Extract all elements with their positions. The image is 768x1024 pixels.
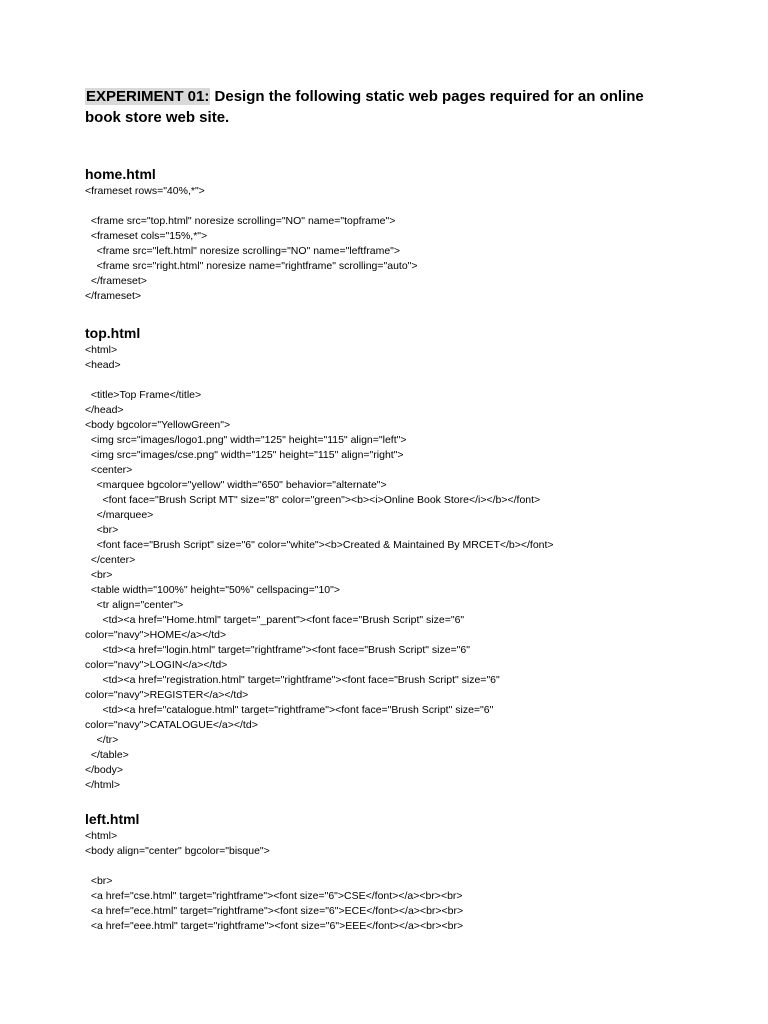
code-line: <center> bbox=[85, 464, 133, 476]
code-line: <a href="cse.html" target="rightframe"><font size="6">CSE</font></a><br><br> bbox=[85, 890, 463, 902]
code-line: <html> bbox=[85, 344, 118, 356]
code-line: color="navy">REGISTER</a></td> bbox=[85, 689, 249, 701]
code-line: <a href="ece.html" target="rightframe"><font size="6">ECE</font></a><br><br> bbox=[85, 905, 464, 917]
code-line: </html> bbox=[85, 779, 121, 791]
code-line: <frame src="top.html" noresize scrolling="NO" name="topframe"> bbox=[85, 215, 396, 227]
experiment-heading bbox=[85, 86, 645, 128]
code-line: <font face="Brush Script" size="6" color="white"><b>Created & Maintained By MRCET</b></font> bbox=[85, 539, 554, 551]
code-block-top-html bbox=[85, 343, 745, 793]
code-line: <body bgcolor="YellowGreen"> bbox=[85, 419, 231, 431]
section-title-left-html: left.html bbox=[85, 811, 140, 827]
code-line bbox=[85, 373, 745, 388]
code-line: <img src="images/logo1.png" width="125" height="115" align="left"> bbox=[85, 434, 407, 446]
code-line: <marquee bgcolor="yellow" width="650" behavior="alternate"> bbox=[85, 479, 387, 491]
code-line: color="navy">HOME</a></td> bbox=[85, 629, 227, 641]
code-line: <a href="eee.html" target="rightframe"><font size="6">EEE</font></a><br><br> bbox=[85, 920, 464, 932]
experiment-label: EXPERIMENT 01: bbox=[86, 88, 210, 105]
code-line bbox=[85, 199, 745, 214]
code-line: </body> bbox=[85, 764, 123, 776]
section-title-home-html: home.html bbox=[85, 166, 156, 182]
code-line: <br> bbox=[85, 875, 113, 887]
code-line: <frameset rows="40%,*"> bbox=[85, 185, 205, 197]
code-line: <tr align="center"> bbox=[85, 599, 184, 611]
code-line: <td><a href="registration.html" target="rightframe"><font face="Brush Script" size="6" bbox=[85, 674, 500, 686]
code-line: </table> bbox=[85, 749, 129, 761]
section-title-top-html: top.html bbox=[85, 325, 141, 341]
code-line: </frameset> bbox=[85, 275, 147, 287]
code-line: <title>Top Frame</title> bbox=[85, 389, 202, 401]
code-line: <html> bbox=[85, 830, 118, 842]
code-line bbox=[85, 859, 745, 874]
code-line: <br> bbox=[85, 524, 119, 536]
code-line: <frame src="right.html" noresize name="rightframe" scrolling="auto"> bbox=[85, 260, 418, 272]
code-line: <head> bbox=[85, 359, 121, 371]
code-line: <body align="center" bgcolor="bisque"> bbox=[85, 845, 270, 857]
code-line: <frameset cols="15%,*"> bbox=[85, 230, 208, 242]
code-line: <table width="100%" height="50%" cellspacing="10"> bbox=[85, 584, 340, 596]
code-block-home-html bbox=[85, 184, 745, 304]
code-line: <td><a href="Home.html" target="_parent"><font face="Brush Script" size="6" bbox=[85, 614, 465, 626]
code-line: </frameset> bbox=[85, 290, 142, 302]
code-line: </center> bbox=[85, 554, 136, 566]
code-line: </tr> bbox=[85, 734, 119, 746]
code-line: color="navy">LOGIN</a></td> bbox=[85, 659, 228, 671]
code-line: <img src="images/cse.png" width="125" height="115" align="right"> bbox=[85, 449, 404, 461]
code-line: </head> bbox=[85, 404, 124, 416]
experiment-description: Design the following static web pages required for an online book store web site. bbox=[85, 88, 644, 126]
code-block-left-html bbox=[85, 829, 745, 934]
code-line: </marquee> bbox=[85, 509, 154, 521]
code-line: <br> bbox=[85, 569, 113, 581]
code-line: color="navy">CATALOGUE</a></td> bbox=[85, 719, 258, 731]
code-line: <td><a href="login.html" target="rightframe"><font face="Brush Script" size="6" bbox=[85, 644, 470, 656]
code-line: <td><a href="catalogue.html" target="rightframe"><font face="Brush Script" size="6" bbox=[85, 704, 494, 716]
code-line: <frame src="left.html" noresize scrolling="NO" name="leftframe"> bbox=[85, 245, 401, 257]
code-line: <font face="Brush Script MT" size="8" color="green"><b><i>Online Book Store</i></b></font> bbox=[85, 494, 541, 506]
